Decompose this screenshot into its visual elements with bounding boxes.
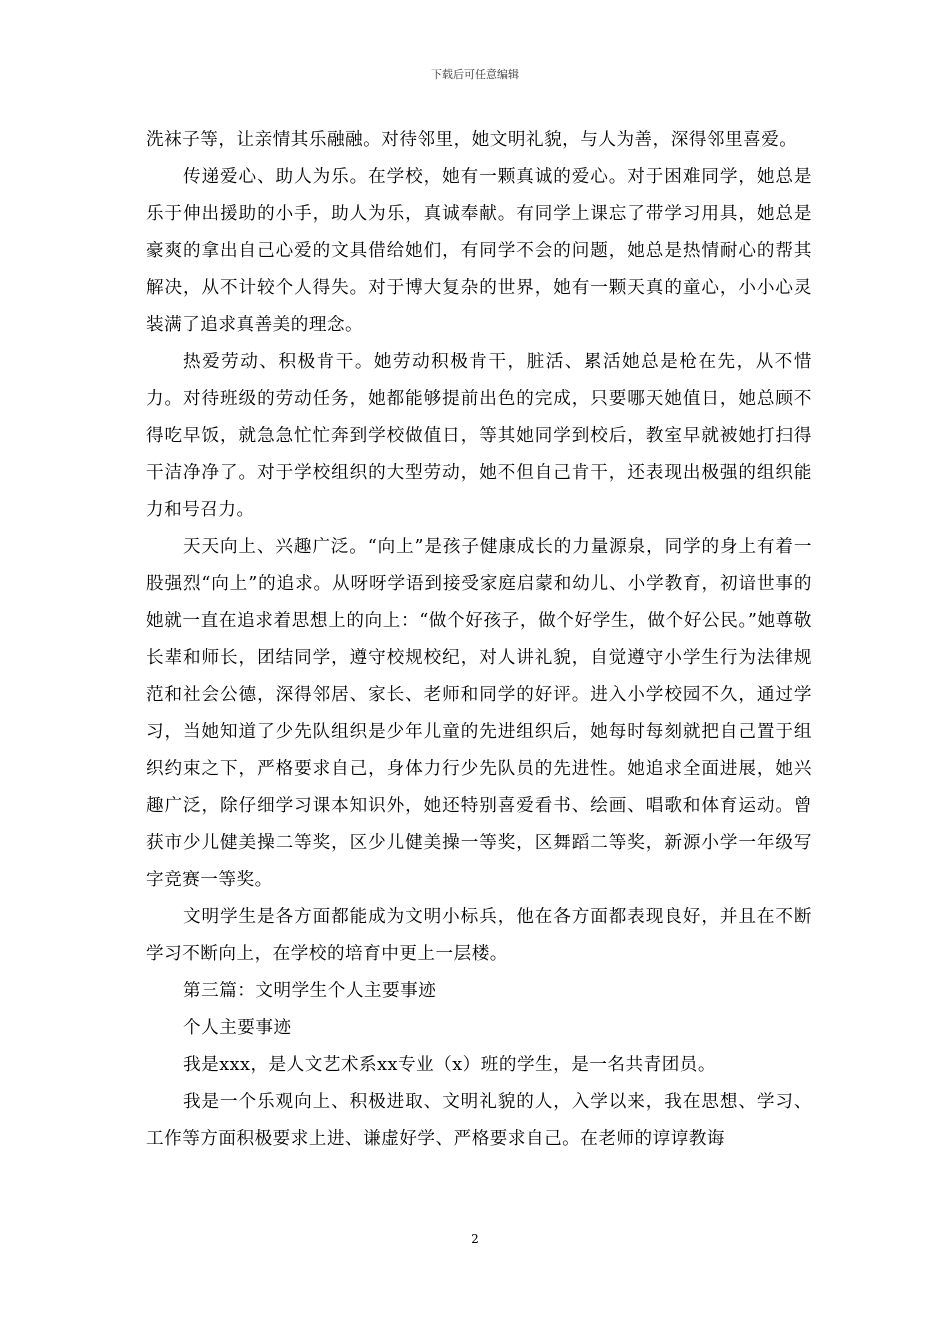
document-body <box>146 122 812 1158</box>
paragraph: 传递爱心、助人为乐。在学校，她有一颗真诚的爱心。对于困难同学，她总是乐于伸出援助的小手，助人为乐，真诚奉献。有同学上课忘了带学习用具，她总是豪爽的拿出自己心爱的文具借给她们，有同学不会的问题，她总是热情耐心的帮其解决，从不计较个人得失。对于博大复杂的世界，她有一颗天真的童心，小小心灵装满了追求真善美的理念。 <box>146 167 812 335</box>
paragraph: 我是xxx，是人文艺术系xx专业（x）班的学生，是一名共青团员。 <box>183 1055 716 1075</box>
paragraph: 热爱劳动、积极肯干。她劳动积极肯干，脏活、累活她总是枪在先，从不惜力。对待班级的劳动任务，她都能够提前出色的完成，只要哪天她值日，她总顾不得吃早饭，就急急忙忙奔到学校做值日，等其她同学到校后，教室早就被她打扫得干洁净净了。对于学校组织的大型劳动，她不但自己肯干，还表现出极强的组织能力和号召力。 <box>146 352 812 520</box>
paragraph: 文明学生是各方面都能成为文明小标兵，他在各方面都表现良好，并且在不断学习不断向上，在学校的培育中更上一层楼。 <box>146 907 812 964</box>
paragraph: 洗袜子等，让亲情其乐融融。对待邻里，她文明礼貌，与人为善，深得邻里喜爱。 <box>146 130 798 150</box>
subheading: 个人主要事迹 <box>183 1018 292 1038</box>
page-number: 2 <box>471 1232 479 1246</box>
paragraph: 天天向上、兴趣广泛。“向上”是孩子健康成长的力量源泉，同学的身上有着一股强烈“向上”的追求。从呀呀学语到接受家庭启蒙和幼儿、小学教育，初谙世事的她就一直在追求着思想上的向上：“做个好孩子，做个好学生，做个好公民。”她尊敬长辈和师长，团结同学，遵守校规校纪，对人讲礼貌，自觉遵守小学生行为法律规范和社会公德，深得邻居、家长、老师和同学的好评。进入小学校园不久，通过学习，当她知道了少先队组织是少年儿童的先进组织后，她每时每刻就把自己置于组织约束之下，严格要求自己，身体力行少先队员的先进性。她追求全面进展，她兴趣广泛，除仔细学习课本知识外，她还特别喜爱看书、绘画、唱歌和体育运动。曾获市少儿健美操二等奖，区少儿健美操一等奖，区舞蹈二等奖，新源小学一年级写字竞赛一等奖。 <box>146 537 812 890</box>
section-heading: 第三篇：文明学生个人主要事迹 <box>183 981 437 1001</box>
paragraph: 我是一个乐观向上、积极进取、文明礼貌的人，入学以来，我在思想、学习、工作等方面积极要求上进、谦虚好学、严格要求自己。在老师的谆谆教诲 <box>146 1092 812 1149</box>
page-header: 下载后可任意编辑 <box>431 68 519 81</box>
